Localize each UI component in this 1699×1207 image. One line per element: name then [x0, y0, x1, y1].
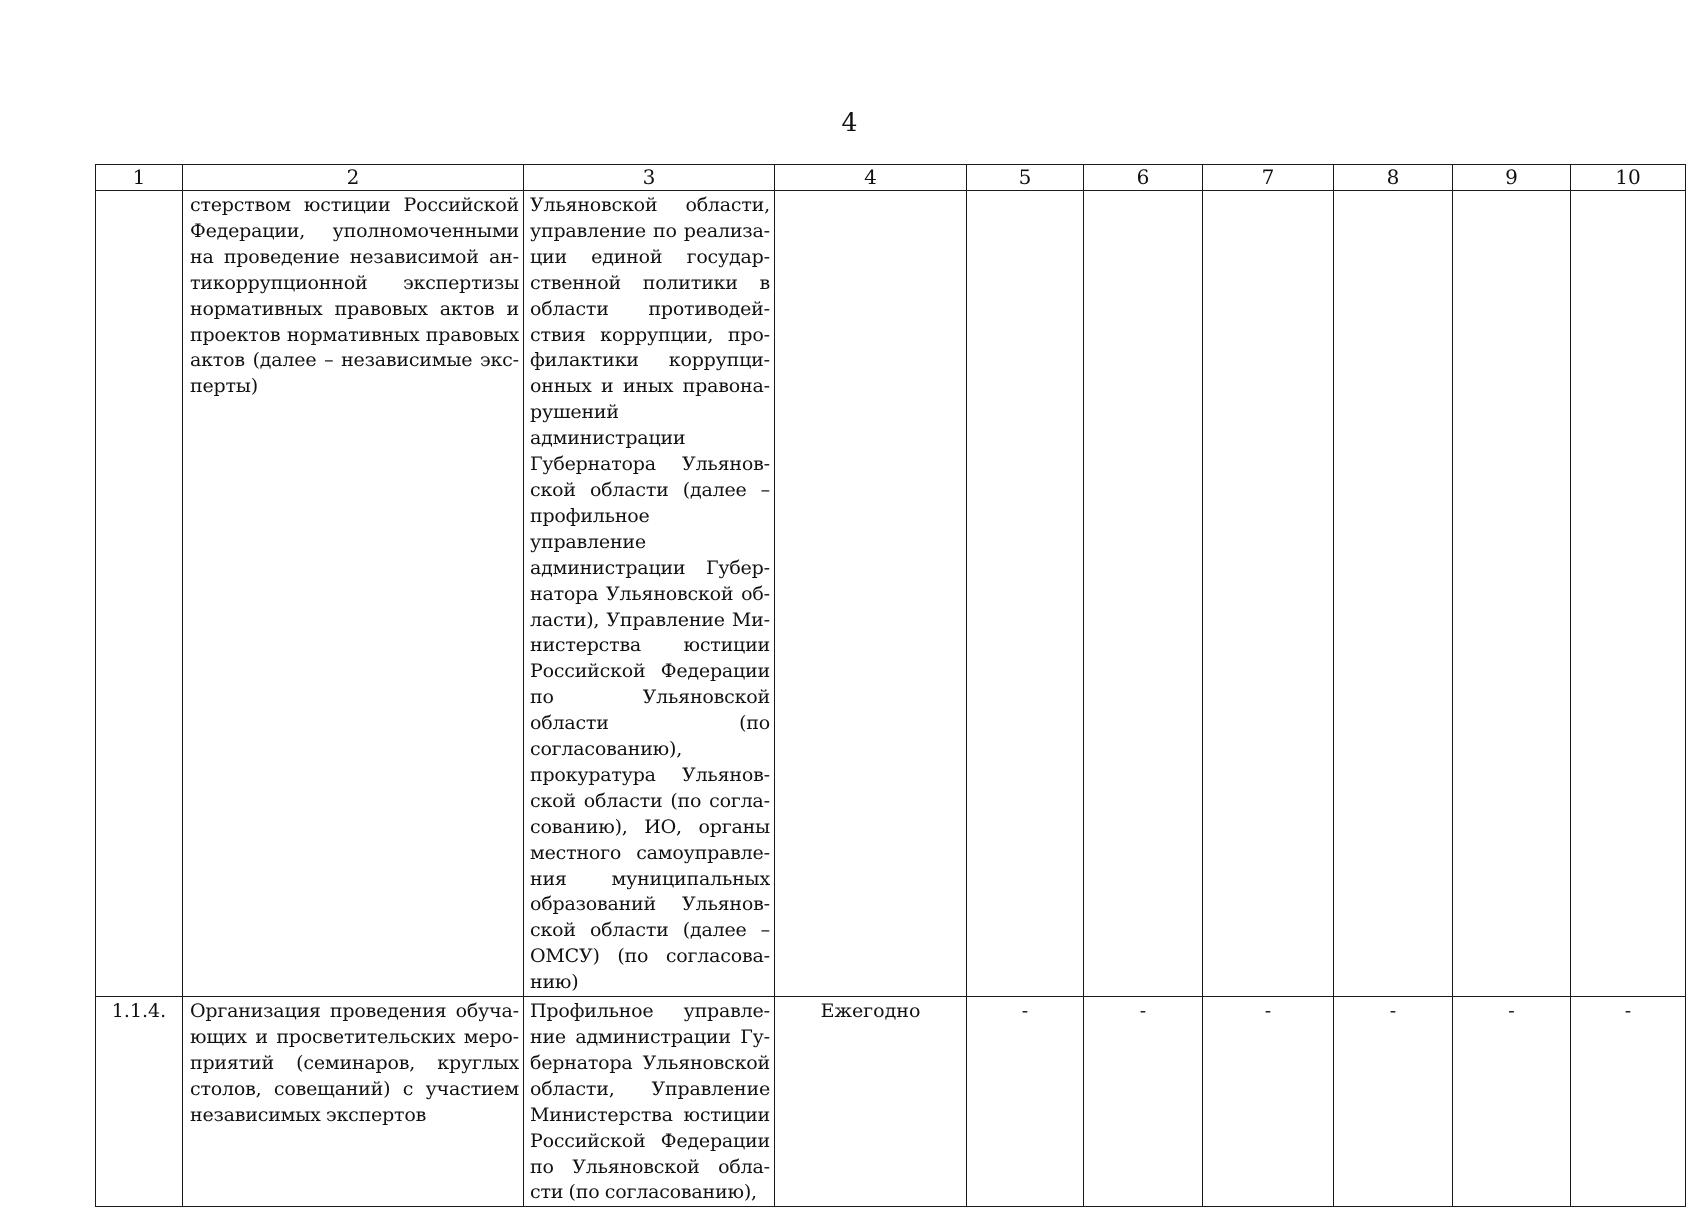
item-number-cell [96, 191, 183, 997]
value-cell-5 [967, 191, 1084, 997]
item-number: 1.1.4. [111, 1000, 167, 1023]
value-9 [1453, 191, 1570, 193]
value-cell-7 [1203, 191, 1334, 997]
term-text: Ежегодно [820, 1000, 921, 1023]
value-10 [1571, 191, 1685, 193]
executor-cell [524, 997, 775, 1207]
column-header-3: 3 [524, 165, 775, 191]
value-7 [1203, 191, 1333, 193]
value-cell-8 [1334, 997, 1453, 1207]
column-header-7: 7 [1203, 165, 1334, 191]
value-cell-6 [1084, 997, 1203, 1207]
table-row [96, 997, 1686, 1207]
value-10: - [1624, 1000, 1632, 1023]
value-6: - [1139, 1000, 1147, 1023]
measures-table [95, 164, 1686, 1207]
executor-text: Профильное управление администрации Губернатора Ульяновской области, Управление Министерства юстиции Российской Федерации по Ульяновской области (по согласованию), [530, 1000, 770, 1204]
table-row [96, 191, 1686, 997]
value-cell-9 [1453, 997, 1571, 1207]
value-8: - [1389, 1000, 1397, 1023]
value-9: - [1508, 1000, 1515, 1023]
header-row [96, 165, 1686, 191]
value-5 [967, 191, 1083, 193]
column-header-5: 5 [967, 165, 1084, 191]
value-5: - [1021, 1000, 1029, 1023]
executor-cell [524, 191, 775, 997]
value-cell-6 [1084, 191, 1203, 997]
term-cell [775, 997, 967, 1207]
item-number-cell [96, 997, 183, 1207]
page-number: 4 [841, 108, 858, 137]
value-cell-10 [1571, 191, 1686, 997]
value-cell-8 [1334, 191, 1453, 997]
measure-name: стерством юстиции Российской Федерации, уполномоченными на проведение независимой антикоррупционной экспертизы нормативных правовых актов и проектов нормативных правовых актов (далее – независимые эксперты) [190, 194, 519, 398]
value-8 [1334, 191, 1452, 193]
column-header-4: 4 [775, 165, 967, 191]
value-cell-5 [967, 997, 1084, 1207]
item-number [96, 191, 182, 193]
measure-name-cell [183, 191, 524, 997]
value-6 [1084, 191, 1202, 193]
executor-text: Ульяновской области, управление по реализации единой государственной политики в области противодействия коррупции, профилактики коррупционных и иных правонарушений администрации Губернатора Ульяновской области (далее – профильное управление администрации Губернатора Ульяновской области), Управление Министерства юстиции Российской Федерации по Ульяновской области (по согласованию), прокуратура Ульяновской области (по согласованию), ИО, органы местного самоуправления муниципальных образований Ульяновской области (далее – ОМСУ) (по согласованию) [530, 194, 770, 994]
measure-name-cell [183, 997, 524, 1207]
measure-name: Организация проведения обучающих и просветительских мероприятий (семинаров, круглых столов, совещаний) с участием независимых экспертов [190, 1000, 519, 1126]
column-header-6: 6 [1084, 165, 1203, 191]
column-header-2: 2 [183, 165, 524, 191]
value-cell-10 [1571, 997, 1686, 1207]
value-cell-7 [1203, 997, 1334, 1207]
column-header-9: 9 [1453, 165, 1571, 191]
column-header-10: 10 [1571, 165, 1686, 191]
value-cell-9 [1453, 191, 1571, 997]
value-7: - [1264, 1000, 1272, 1023]
column-header-8: 8 [1334, 165, 1453, 191]
term-text [775, 191, 966, 193]
column-header-1: 1 [96, 165, 183, 191]
term-cell [775, 191, 967, 997]
